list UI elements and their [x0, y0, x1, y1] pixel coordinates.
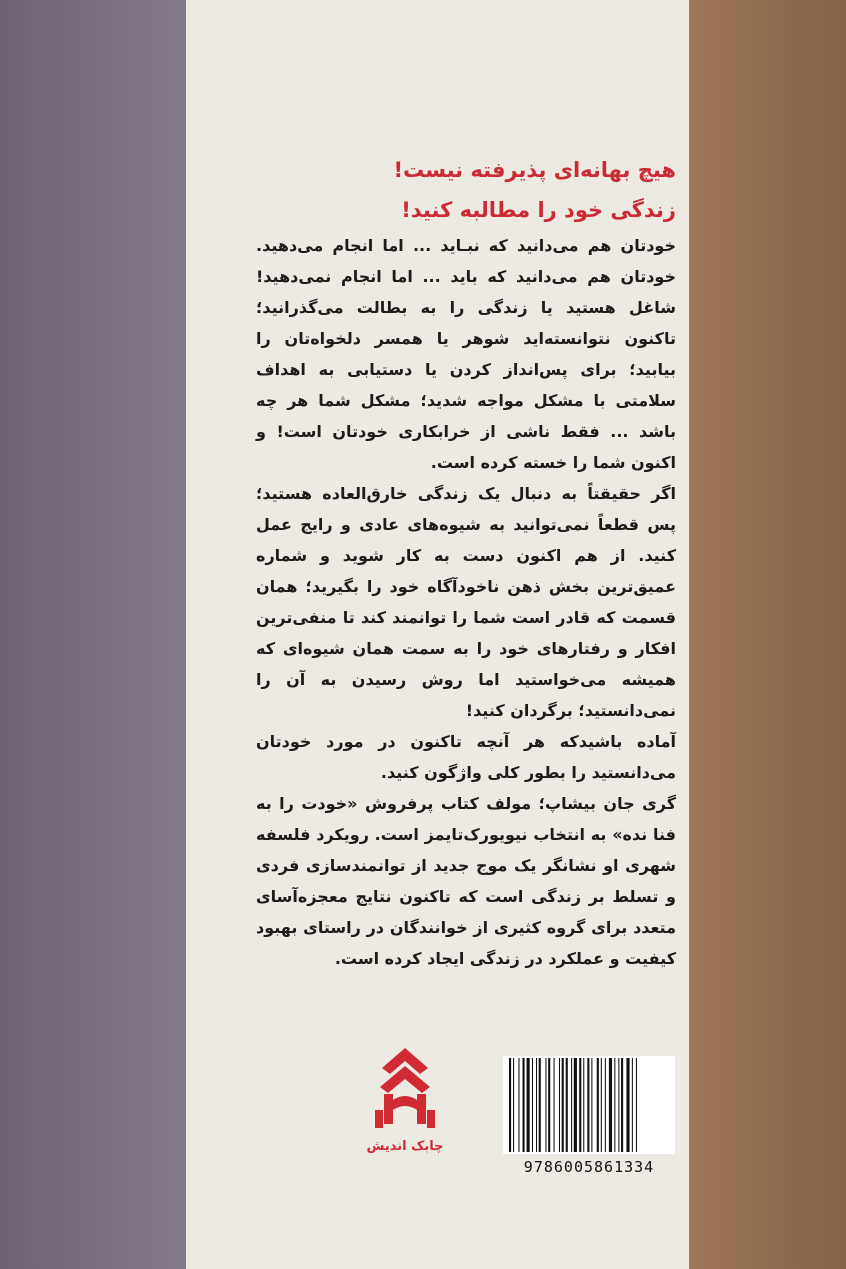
- barcode-bar: [566, 1058, 568, 1152]
- barcode-bar: [587, 1058, 589, 1152]
- barcode-bar: [513, 1058, 514, 1152]
- paragraph-2: اگر حقیقتاً به دنبال یک زندگی خارق‌العاده هستید؛ پس قطعاً نمی‌توانید به شیوه‌های عادی و رایج عمل کنید. از هم اکنون دست به کار شوید و شماره عمیق‌ترین بخش ذهن ناخودآگاه خود را بگیرید؛ همان قسمت که قادر است شما را توانمند کند تا منفی‌ترین افکار و رفتارهای خود را به سمت همان شیوه‌ای که همیشه می‌خواستید اما روش رسیدن به آن را نمی‌دانستید؛ برگردان کنید!: [256, 484, 676, 720]
- paragraph-3: آماده باشیدکه هر آنچه تاکنون در مورد خودتان می‌دانستید را بطور کلی واژگون کنید.: [256, 732, 676, 782]
- barcode-bar: [559, 1058, 560, 1152]
- publisher-name: چابک اندیش: [366, 1139, 444, 1154]
- barcode-bar: [609, 1058, 612, 1152]
- barcode-bar: [636, 1058, 637, 1152]
- barcode-bar: [518, 1058, 519, 1152]
- barcode-number: 9786005861334: [523, 1158, 655, 1176]
- left-color-strip: [0, 0, 186, 1269]
- publisher-logo: [350, 1040, 460, 1160]
- paragraph-1: خودتان هم می‌دانید که نبـاید ... اما انجام می‌دهید. خودتان هم می‌دانید که باید ... اما انجام نمی‌دهید! شاغل هستید یا زندگی را به بطالت می‌گذرانید؛ تاکنون نتوانسته‌اید شوهر یا همسر دلخواه‌تان را بیابید؛ برای پس‌انداز کردن یا دستیابی به اهداف سلامتی با مشکل مواجه شدید؛ مشکل شما هر چه باشد ... فقط ناشی از خرابکاری خودتان است! و اکنون شما را خسته کرده است.: [256, 236, 676, 472]
- barcode-icon: [503, 1056, 675, 1154]
- barcode-bar: [601, 1058, 602, 1152]
- barcode-bar: [554, 1058, 555, 1152]
- barcode-bar: [536, 1058, 537, 1152]
- barcode-bar: [618, 1058, 619, 1152]
- barcode-bar: [509, 1058, 511, 1152]
- right-color-strip: [689, 0, 846, 1269]
- barcode-bar: [621, 1058, 623, 1152]
- barcode-bar: [527, 1058, 530, 1152]
- barcode-bar: [591, 1058, 592, 1152]
- paragraph-4: گری جان بیشاپ؛ مولف کتاب پرفروش «خودت را به فنا نده» به انتخاب نیویورک‌تایمز است. رویکرد فلسفه شهری او نشانگر یک موج جدید از توانمندسازی فردی و تسلط بر زندگی است که تاکنون نتایج معجزه‌آسای متعدد برای گروه کثیری از خوانندگان در راستای بهبود کیفیت و عملکرد در زندگی ایجاد کرده است.: [256, 794, 676, 968]
- barcode-bar: [532, 1058, 533, 1152]
- barcode-bar: [571, 1058, 572, 1152]
- barcode-bar: [562, 1058, 564, 1152]
- headline-2: زندگی خود را مطالبه کنید!: [401, 198, 676, 222]
- barcode-bar: [545, 1058, 546, 1152]
- barcode-bar: [539, 1058, 541, 1152]
- barcode-bar: [579, 1058, 581, 1152]
- barcode-bar: [614, 1058, 615, 1152]
- back-cover-text: [256, 150, 676, 974]
- barcode-bar: [523, 1058, 525, 1152]
- barcode-bar: [548, 1058, 550, 1152]
- headline-1: هیچ بهانه‌ای پذیرفته نیست!: [393, 158, 676, 182]
- barcode-bar: [597, 1058, 599, 1152]
- barcode-bar: [626, 1058, 629, 1152]
- barcode-bar: [574, 1058, 577, 1152]
- publisher-logo-icon: [350, 1040, 460, 1160]
- barcode-bar: [605, 1058, 606, 1152]
- barcode-bar: [632, 1058, 633, 1152]
- barcode-bar: [583, 1058, 584, 1152]
